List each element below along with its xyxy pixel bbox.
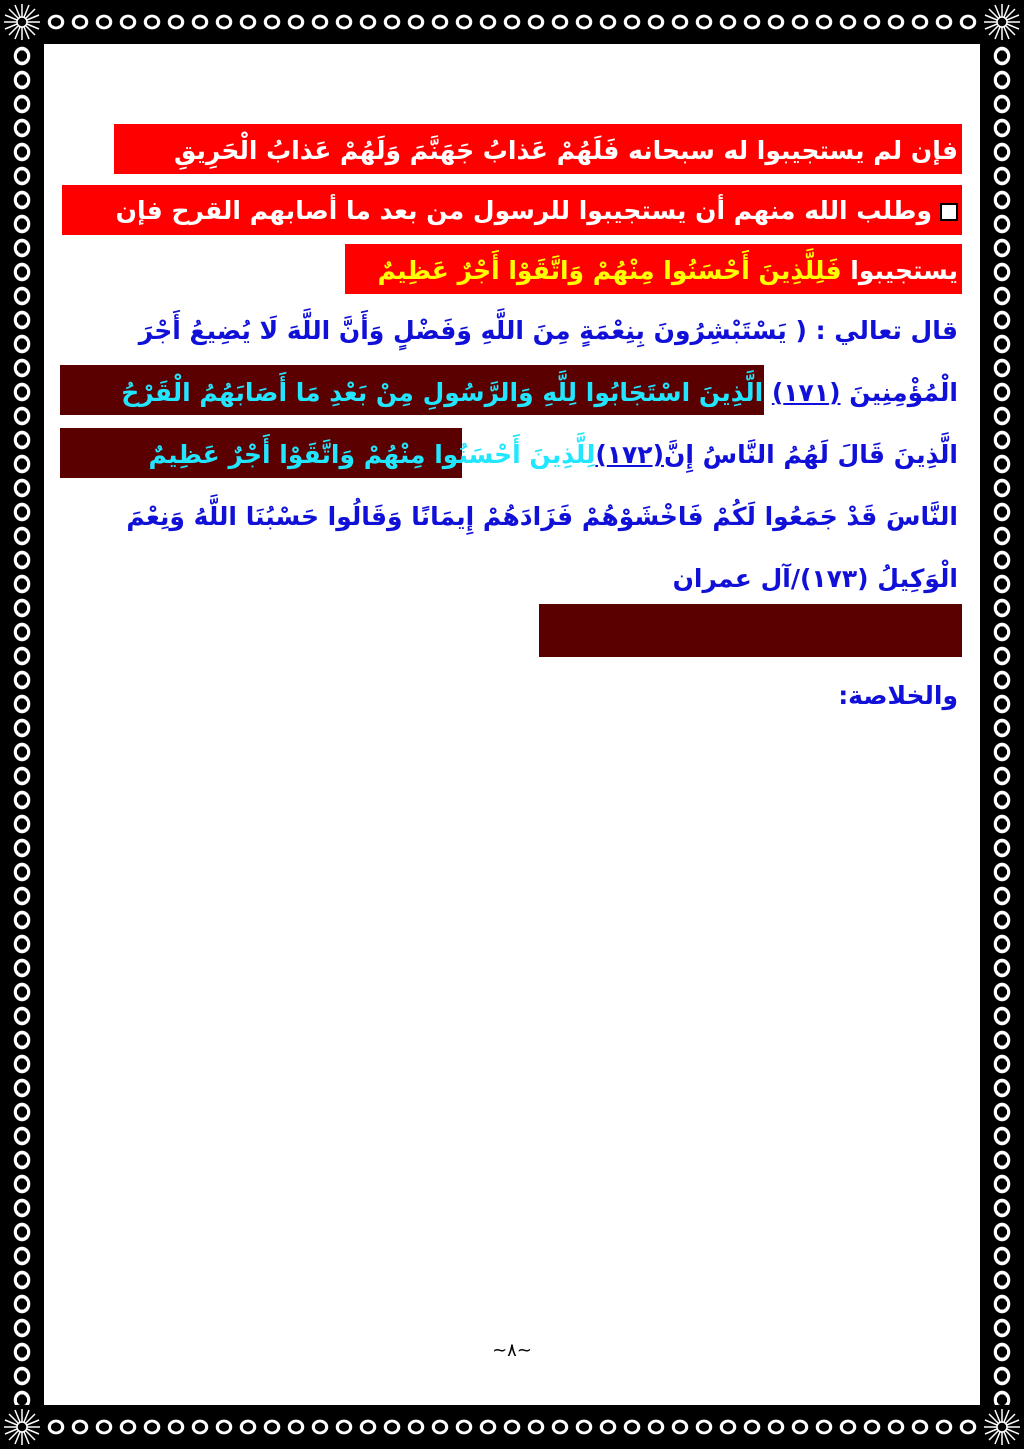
line6-plain: الَّذِينَ قَالَ لَهُمُ النَّاسُ إِنَّ — [664, 440, 958, 469]
text-line-8: الْوَكِيلُ (١٧٣)/آل عمران — [672, 564, 958, 593]
text-line-3 — [348, 258, 958, 283]
line3-plain: يستجيبوا — [841, 256, 958, 285]
checkbox-bullet-icon — [940, 203, 958, 221]
dark-maroon-bar — [539, 604, 962, 657]
top-border — [0, 0, 1024, 44]
verse-number: (١٧٢) — [595, 440, 664, 469]
bullet-text: وطلب الله منهم أن يستجيبوا للرسول من بعد ما أصابهم القرح فإن — [115, 196, 932, 225]
text-line-2 — [68, 198, 958, 223]
starburst-corner-icon — [0, 1405, 44, 1449]
text-line-7: النَّاسَ قَدْ جَمَعُوا لَكُمْ فَاخْشَوْهُمْ فَزَادَهُمْ إِيمَانًا وَقَالُوا حَسْبُنَا اللَّهُ وَنِعْمَ — [126, 502, 958, 531]
text-line-6 — [58, 442, 958, 467]
left-border — [0, 0, 44, 1449]
summary-label: والخلاصة: — [838, 681, 958, 710]
starburst-corner-icon — [0, 0, 44, 44]
quran-quote-cyan: الَّذِينَ اسْتَجَابُوا لِلَّهِ وَالرَّسُولِ مِنْ بَعْدِ مَا أَصَابَهُمُ الْقَرْحُ — [121, 378, 772, 407]
text-line-1: فإن لم يستجيبوا له سبحانه فَلَهُمْ عَذابُ جَهَنَّمَ وَلَهُمْ عَذابُ الْحَرِيقِ — [173, 136, 958, 165]
page-number: ~٨~ — [492, 1340, 532, 1361]
starburst-corner-icon — [980, 0, 1024, 44]
verse-number: (١٧١) — [771, 378, 841, 407]
quran-quote-cyan: لِلَّذِينَ أَحْسَنُوا مِنْهُمْ وَاتَّقَوْا أَجْرٌ عَظِيمٌ — [148, 440, 596, 469]
bottom-border — [0, 1405, 1024, 1449]
quran-quote-yellow: فَلِلَّذِينَ أَحْسَنُوا مِنْهُمْ وَاتَّقَوْا أَجْرٌ عَظِيمٌ — [377, 256, 842, 285]
line5-plain: الْمُؤْمِنِينَ — [840, 378, 958, 407]
right-border — [980, 0, 1024, 1449]
starburst-corner-icon — [980, 1405, 1024, 1449]
text-line-5 — [58, 380, 958, 405]
text-line-4: قال تعالي : ( يَسْتَبْشِرُونَ بِنِعْمَةٍ مِنَ اللَّهِ وَفَضْلٍ وَأَنَّ اللَّهَ لَا يُضِيعُ أَجْرَ — [138, 316, 958, 345]
